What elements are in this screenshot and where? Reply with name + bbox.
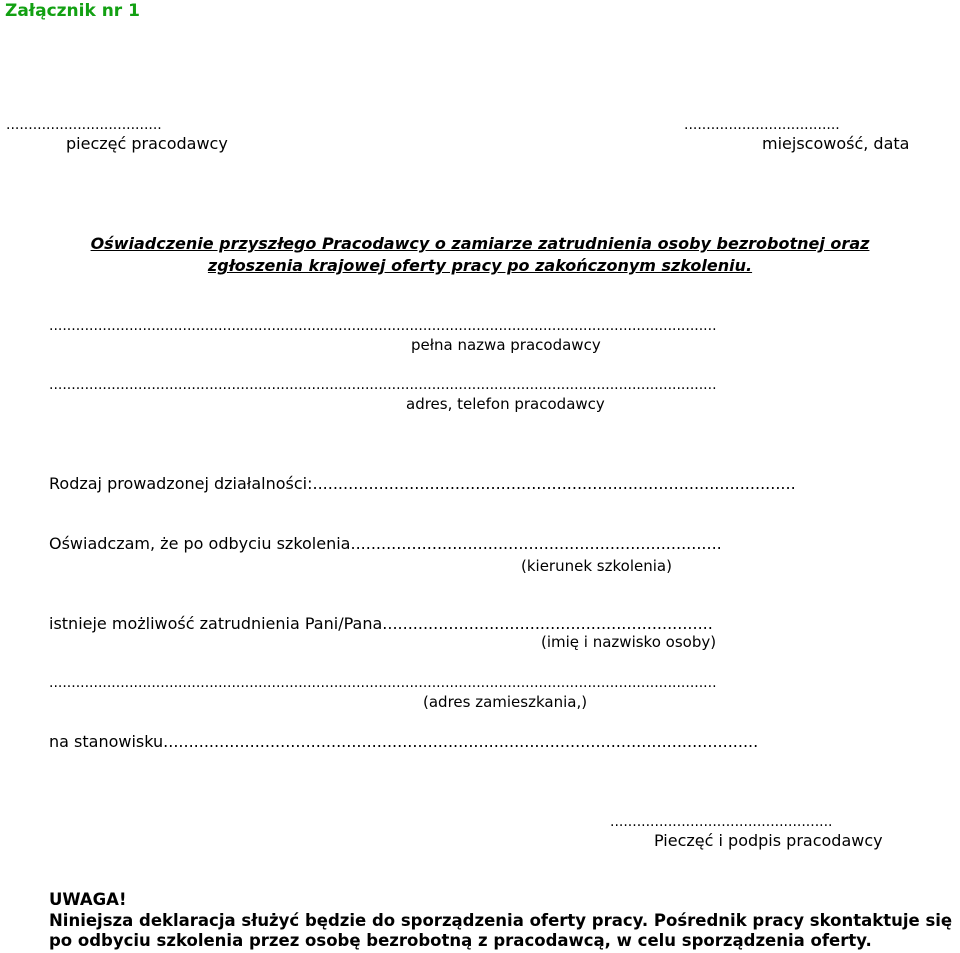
notice-title: UWAGA! — [49, 890, 127, 909]
employer-name-label: pełna nazwa pracodawcy — [411, 336, 601, 354]
place-date-dots: ................................... — [684, 117, 840, 133]
stamp-label: pieczęć pracodawcy — [66, 134, 228, 153]
stamp-dots: ................................... — [6, 117, 162, 133]
attachment-title: Załącznik nr 1 — [5, 1, 140, 21]
residence-dots: ...................................................................................................................................................... — [49, 675, 717, 691]
position-field: na stanowisku..................................................................................................................... — [49, 732, 759, 751]
heading-line-1: Oświadczenie przyszłego Pracodawcy o zamiarze zatrudnienia osoby bezrobotnej oraz — [90, 234, 870, 253]
person-label: (imię i nazwisko osoby) — [541, 633, 717, 651]
declaration-field: Oświadczam, że po odbyciu szkolenia......................................................................... — [49, 534, 722, 553]
notice-line-1: Niniejsza deklaracja służyć będzie do sporządzenia oferty pracy. Pośrednik pracy skontaktuje się — [49, 911, 953, 930]
heading-line-2: zgłoszenia krajowej oferty pracy po zakończonym szkoleniu. — [207, 256, 753, 275]
activity-field: Rodzaj prowadzonej działalności:............................................................................................... — [49, 474, 796, 493]
employer-address-label: adres, telefon pracodawcy — [406, 395, 605, 413]
training-label: (kierunek szkolenia) — [521, 557, 672, 575]
document-heading — [0, 233, 960, 277]
notice-line-2: po odbyciu szkolenia przez osobę bezrobotną z pracodawcą, w celu sporządzenia oferty. — [49, 931, 872, 950]
signature-dots: .................................................. — [610, 814, 833, 830]
signature-label: Pieczęć i podpis pracodawcy — [654, 831, 883, 850]
employer-address-dots: ...................................................................................................................................................... — [49, 377, 717, 393]
residence-label: (adres zamieszkania,) — [423, 693, 588, 711]
place-date-label: miejscowość, data — [762, 134, 910, 153]
employer-name-dots: ...................................................................................................................................................... — [49, 318, 717, 334]
employment-field: istnieje możliwość zatrudnienia Pani/Pana................................................................. — [49, 614, 713, 633]
